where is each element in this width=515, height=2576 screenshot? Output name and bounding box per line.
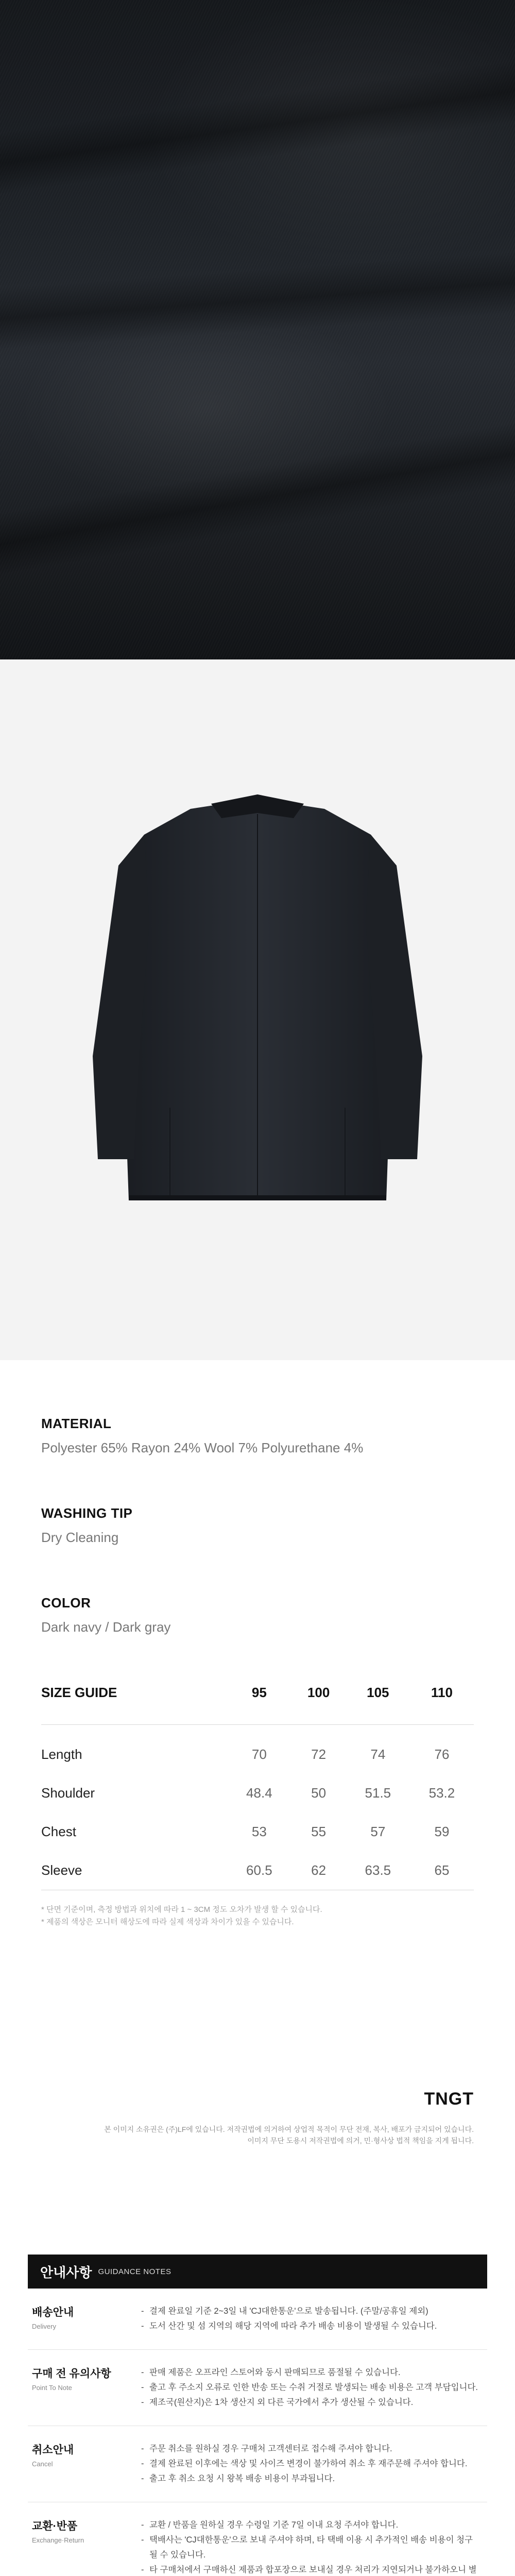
cell-value: 59 [434, 1824, 450, 1839]
size-guide-table [41, 1685, 474, 1890]
material-title: MATERIAL [41, 1416, 112, 1431]
fabric-texture-image [0, 0, 515, 659]
guide-label [28, 2518, 141, 2576]
guide-item: - 결제 완료일 기준 2~3일 내 'CJ대한통운'으로 발송됩니다. (주말/공휴일 제외) [141, 2304, 480, 2319]
guide-body [141, 2518, 487, 2576]
guide-body [141, 2442, 487, 2486]
guide-body [141, 2304, 487, 2334]
jacket-back-view-image [62, 788, 453, 1231]
color-value: Dark navy / Dark gray [41, 1619, 171, 1635]
cell-value: 48.4 [246, 1785, 272, 1801]
guide-item: - 타 구매처에서 구매하신 제품과 합포장으로 보내실 경우 처리가 지연되거나 불가하오니 별 [141, 2563, 480, 2576]
size-header: 100 [307, 1685, 330, 1700]
guidance-notes [0, 2146, 515, 2576]
size-notes [41, 1904, 474, 1928]
cell-value: 63.5 [365, 1862, 391, 1878]
guide-item: - 제조국(원산지)은 1차 생산지 외 다른 국가에서 추가 생산될 수 있습니다. [141, 2395, 480, 2410]
guide-item: - 출고 후 취소 요청 시 왕복 배송 비용이 부과됩니다. [141, 2471, 480, 2486]
guide-item: - 교환 / 반품을 원하실 경우 수령일 기준 7일 이내 요청 주셔야 합니다. [141, 2518, 480, 2533]
guide-row-point-to-note [28, 2350, 487, 2426]
washing-tip-block [41, 1505, 474, 1546]
table-row [41, 1851, 474, 1890]
guide-item: - 택배사는 'CJ대한통운'으로 보내 주셔야 하며, 타 택배 이용 시 추가적인 배송 비용이 청구 될 수 있습니다. [141, 2533, 480, 2563]
size-header: 105 [367, 1685, 389, 1700]
table-row [41, 1812, 474, 1851]
cell-value: 70 [251, 1747, 267, 1762]
guide-label-kr: 구매 전 유의사항 [32, 2368, 111, 2380]
material-block [41, 1416, 474, 1456]
row-label: Chest [41, 1824, 76, 1839]
guidance-subtitle: GUIDANCE NOTES [98, 2267, 171, 2276]
cell-value: 51.5 [365, 1785, 391, 1801]
guide-label-kr: 교환·반품 [32, 2520, 78, 2532]
cell-value: 57 [370, 1824, 386, 1839]
guide-item: - 판매 제품은 오프라인 스토어와 동시 판매되므로 품절될 수 있습니다. [141, 2365, 480, 2380]
cell-value: 72 [311, 1747, 327, 1762]
cell-value: 53 [251, 1824, 267, 1839]
copyright-line: 이미지 무단 도용시 저작권법에 의거, 민·형사상 법적 책임을 지게 됩니다. [247, 2137, 474, 2145]
cell-value: 53.2 [428, 1785, 455, 1801]
brand-section [41, 2089, 474, 2146]
guide-label [28, 2365, 141, 2410]
guide-item: - 출고 후 주소지 오류로 인한 반송 또는 수취 거절로 발생되는 배송 비용은 고객 부담입니다. [141, 2380, 480, 2395]
copyright-notice [41, 2124, 474, 2146]
table-row [41, 1774, 474, 1812]
guide-label-kr: 취소안내 [32, 2444, 74, 2456]
color-title: COLOR [41, 1595, 91, 1611]
size-header: 110 [431, 1685, 453, 1700]
guide-row-cancel [28, 2426, 487, 2502]
cell-value: 76 [434, 1747, 450, 1762]
size-header: 95 [251, 1685, 267, 1700]
cell-value: 74 [370, 1747, 386, 1762]
guidance-title: 안내사항 [40, 2264, 92, 2280]
cell-value: 65 [434, 1862, 450, 1878]
size-note: * 제품의 색상은 모니터 해상도에 따라 실제 색상과 차이가 있을 수 있습니다. [41, 1918, 294, 1926]
washing-tip-value: Dry Cleaning [41, 1530, 119, 1545]
guide-item: - 도서 산간 및 섬 지역의 해당 지역에 따라 추가 배송 비용이 발생될 수 있습니다. [141, 2319, 480, 2334]
copyright-line: 본 이미지 소유권은 (주)LF에 있습니다. 저작권법에 의거하여 상업적 목적이 무단 전재, 복사, 배포가 금지되어 있습니다. [104, 2125, 474, 2133]
guide-label [28, 2442, 141, 2486]
row-label: Sleeve [41, 1862, 82, 1878]
guide-label-en: Delivery [32, 2323, 56, 2330]
guide-item: - 주문 취소를 원하실 경우 구매처 고객센터로 접수해 주셔야 합니다. [141, 2442, 480, 2456]
guide-row-exchange-return [28, 2502, 487, 2576]
size-guide-title: SIZE GUIDE [41, 1685, 117, 1700]
product-image-section [0, 659, 515, 1360]
guide-item: - 결제 완료된 이후에는 색상 및 사이즈 변경이 불가하여 취소 후 재주문해 주셔야 합니다. [141, 2456, 480, 2471]
product-specs [0, 1360, 515, 1928]
size-note: * 단면 기준이며, 측정 방법과 위치에 따라 1 ~ 3CM 정도 오차가 발생 할 수 있습니다. [41, 1905, 322, 1914]
cell-value: 50 [311, 1785, 327, 1801]
guide-label-en: Cancel [32, 2460, 53, 2468]
cell-value: 62 [311, 1862, 327, 1878]
row-label: Shoulder [41, 1785, 95, 1801]
guide-label-en: Exchange·Return [32, 2536, 84, 2544]
guide-label-kr: 배송안내 [32, 2307, 74, 2318]
guide-label-en: Point To Note [32, 2384, 72, 2392]
guide-row-delivery [28, 2289, 487, 2350]
washing-tip-title: WASHING TIP [41, 1505, 133, 1521]
cell-value: 60.5 [246, 1862, 272, 1878]
row-label: Length [41, 1747, 82, 1762]
guide-body [141, 2365, 487, 2410]
guide-label [28, 2304, 141, 2334]
cell-value: 55 [311, 1824, 327, 1839]
material-value: Polyester 65% Rayon 24% Wool 7% Polyurethane 4% [41, 1440, 364, 1455]
brand-logo: TNGT [424, 2089, 474, 2109]
color-block [41, 1595, 474, 1635]
table-row [41, 1725, 474, 1774]
guidance-header [28, 2255, 487, 2289]
